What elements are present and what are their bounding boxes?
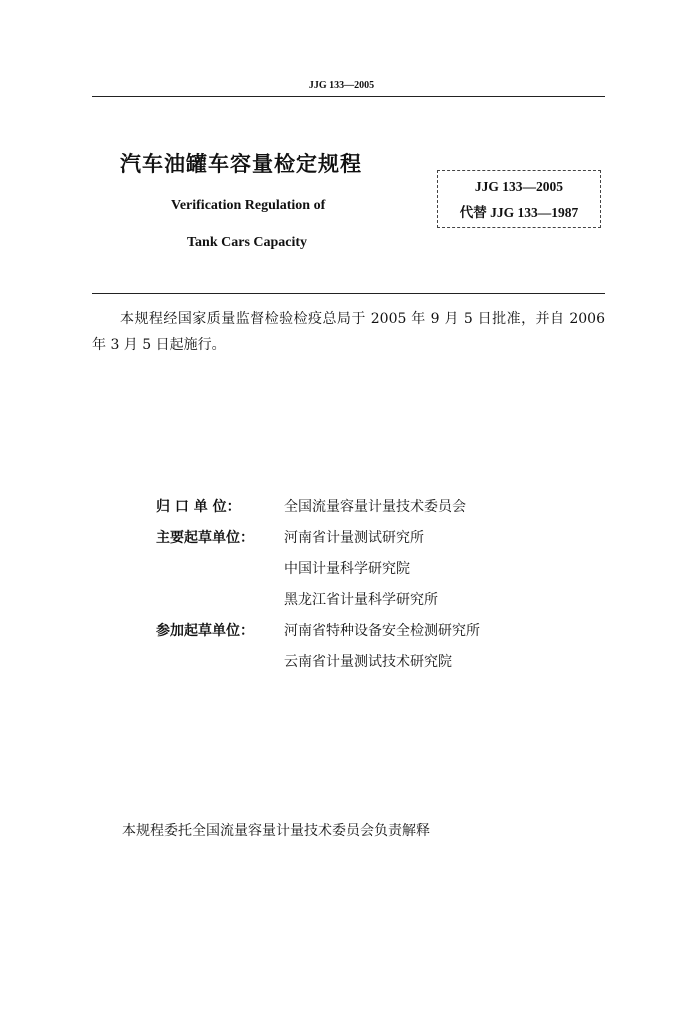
- participating-unit-2: 云南省计量测试技术研究院: [284, 654, 452, 670]
- standard-code-box: [437, 170, 601, 228]
- header-rule: [92, 96, 605, 97]
- title-chinese: 汽车油罐车容量检定规程: [120, 152, 362, 176]
- participating-label: 参加起草单位：: [156, 623, 254, 639]
- main-drafting-unit-3: 黑龙江省计量科学研究所: [284, 592, 438, 608]
- running-header-code: JJG 133—2005: [308, 80, 375, 91]
- main-drafting-unit-1: 河南省计量测试研究所: [284, 530, 424, 546]
- replaced-standard-code: 代替 JJG 133—1987: [459, 205, 579, 220]
- participating-unit-1: 河南省特种设备安全检测研究所: [284, 623, 480, 639]
- standard-code: JJG 133—2005: [474, 179, 564, 194]
- guikou-unit-label: 归 口 单 位：: [156, 499, 241, 515]
- main-drafting-unit-2: 中国计量科学研究院: [284, 561, 410, 577]
- title-english-line2: Tank Cars Capacity: [187, 235, 308, 250]
- main-drafting-label: 主要起草单位：: [156, 530, 254, 546]
- interpretation-note: 本规程委托全国流量容量计量技术委员会负责解释: [122, 823, 430, 839]
- approval-statement: 本规程经国家质量监督检验检疫总局于 2005 年 9 月 5 日批准，并自 2006 年 3 月 5 日起施行。: [92, 311, 605, 353]
- section-rule: [92, 293, 605, 294]
- guikou-unit-value: 全国流量容量计量技术委员会: [284, 499, 466, 515]
- title-english-line1: Verification Regulation of: [171, 198, 326, 213]
